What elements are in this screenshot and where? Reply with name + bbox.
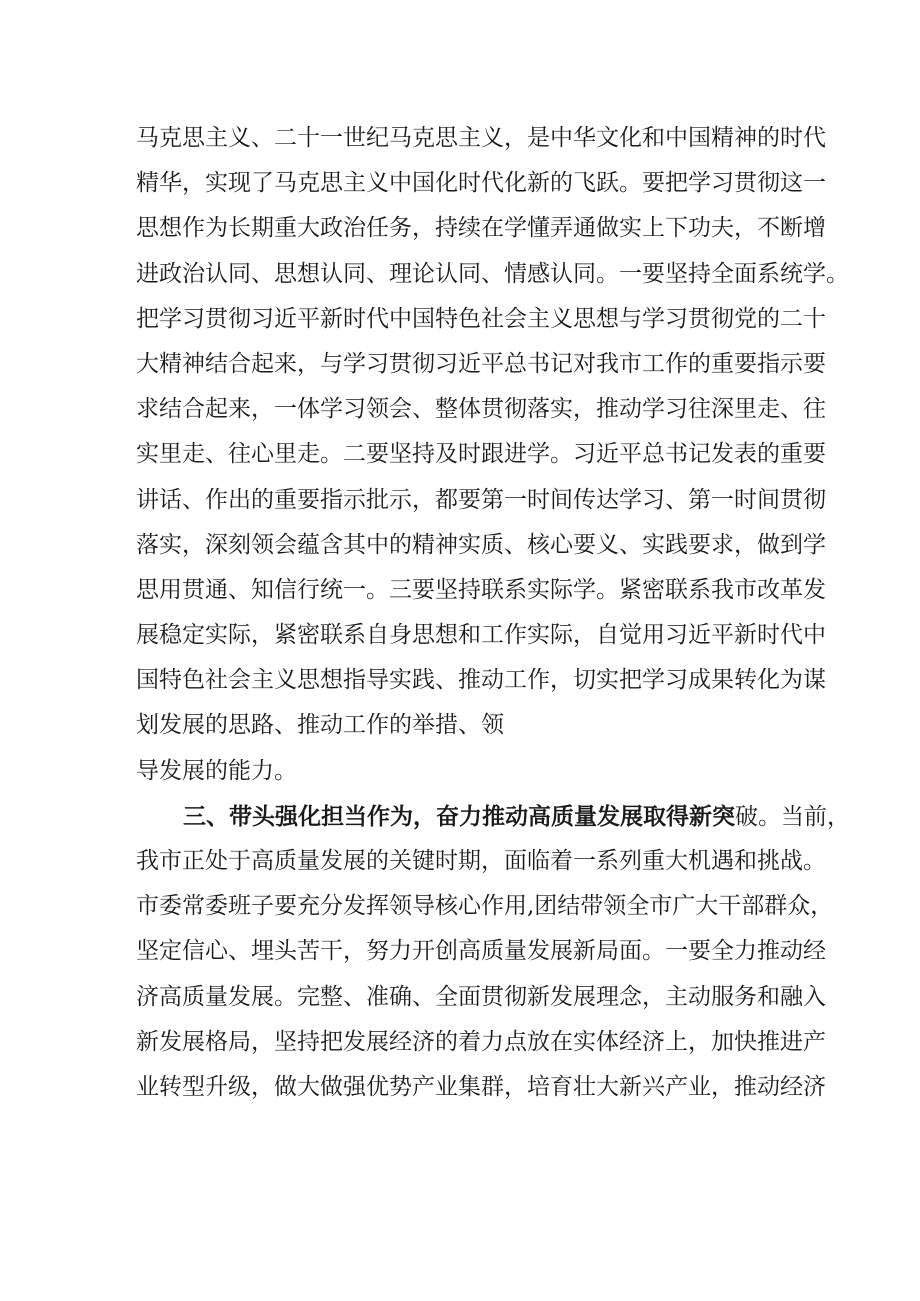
paragraph-line: 讲话、作出的重要指示批示，都要第一时间传达学习、第一时间贯彻 bbox=[136, 486, 826, 513]
paragraph-line: 进政治认同、思想认同、理论认同、情感认同。一要坚持全面系统学。 bbox=[136, 260, 849, 287]
paragraph-line: 大精神结合起来，与学习贯彻习近平总书记对我市工作的重要指示要 bbox=[136, 350, 826, 377]
paragraph-line: 马克思主义、二十一世纪马克思主义，是中华文化和中国精神的时代 bbox=[136, 125, 826, 151]
paragraph-line: 实里走、往心里走。二要坚持及时跟进学。习近平总书记发表的重要 bbox=[136, 441, 826, 468]
paragraph-line: 精华，实现了马克思主义中国化时代化新的飞跃。要把学习贯彻这一 bbox=[136, 170, 826, 197]
paragraph-line: 国特色社会主义思想指导实践、推动工作，切实把学习成果转化为谋 bbox=[136, 667, 826, 694]
paragraph-line: 落实，深刻领会蕴含其中的精神实质、核心要义、实践要求，做到学 bbox=[136, 531, 826, 558]
paragraph-line: 济高质量发展。完整、准确、全面贯彻新发展理念，主动服务和融入 bbox=[136, 983, 826, 1010]
paragraph-line: 坚定信心、埋头苦干，努力开创高质量发展新局面。一要全力推动经 bbox=[136, 938, 826, 965]
document-body bbox=[136, 116, 850, 1110]
paragraph-line: 划发展的思路、推动工作的举措、领 bbox=[136, 712, 504, 739]
paragraph-line: 求结合起来，一体学习领会、整体贯彻落实，推动学习往深里走、往 bbox=[136, 396, 826, 423]
section-heading: 三、带头强化担当作为，奋力推动高质量发展取得新突 bbox=[183, 802, 735, 830]
paragraph-line: 导发展的能力。 bbox=[136, 757, 297, 784]
paragraph-line: 思用贯通、知信行统一。三要坚持联系实际学。紧密联系我市改革发 bbox=[136, 576, 826, 603]
paragraph-line: 思想作为长期重大政治任务，持续在学懂弄通做实上下功夫，不断增 bbox=[136, 215, 826, 242]
paragraph-line: 展稳定实际，紧密联系自身思想和工作实际，自觉用习近平新时代中 bbox=[136, 622, 826, 649]
paragraph-line: 我市正处于高质量发展的关键时期，面临着一系列重大机遇和挑战。 bbox=[136, 848, 826, 874]
paragraph-line: 把学习贯彻习近平新时代中国特色社会主义思想与学习贯彻党的二十 bbox=[136, 305, 826, 332]
section-heading-line bbox=[136, 794, 850, 839]
paragraph-line: 业转型升级，做大做强优势产业集群，培育壮大新兴产业，推动经济 bbox=[136, 1073, 826, 1100]
paragraph-line: 新发展格局，坚持把发展经济的着力点放在实体经济上，加快推进产 bbox=[136, 1028, 826, 1055]
paragraph-line: 市委常委班子要充分发挥领导核心作用,团结带领全市广大干部群众， bbox=[136, 893, 834, 920]
section-heading-rest: 破。当前， bbox=[735, 803, 850, 830]
